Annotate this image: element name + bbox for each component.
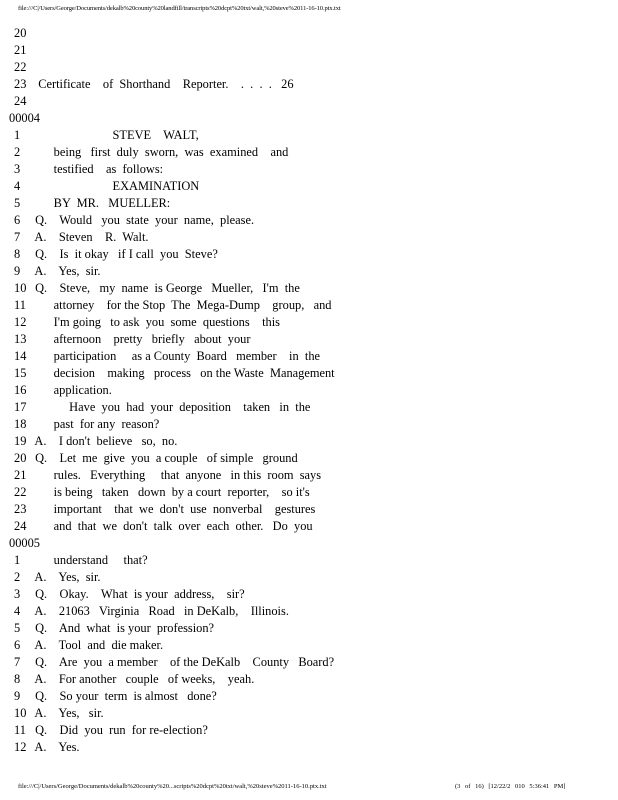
transcript-line: [0, 314, 618, 331]
line-number: 22: [14, 60, 27, 74]
transcript-line: [0, 246, 618, 263]
line-number: 14: [14, 349, 27, 363]
line-number: 4: [14, 179, 21, 193]
line-text: participation as a County Board member in the: [32, 349, 321, 363]
transcript-line: [0, 42, 618, 59]
line-number: 10: [14, 281, 27, 295]
file-path-footer: file:///C|/Users/George/Documents/dekalb%20county%20...scripts%20dcpt%20txt/walt,%20steve%2011-16-10.ptx.txt: [18, 783, 327, 790]
line-text: Q. Did you run for re-election?: [32, 723, 208, 737]
file-path-header: file:///C|/Users/George/Documents/dekalb%20county%20landfill/transcripts%20dcpt%20txt/walt,%20steve%2011-16-10.ptx.txt: [18, 5, 341, 12]
line-number: 24: [14, 519, 27, 533]
line-number: 2: [14, 570, 21, 584]
transcript-line: [0, 212, 618, 229]
line-text: Q. So your term is almost done?: [32, 689, 217, 703]
line-text: attorney for the Stop The Mega-Dump group, and: [32, 298, 332, 312]
line-number: 16: [14, 383, 27, 397]
line-number: 22: [14, 485, 27, 499]
transcript-line: [0, 127, 618, 144]
line-text: decision making process on the Waste Management: [32, 366, 335, 380]
line-text: Q. Are you a member of the DeKalb County Board?: [32, 655, 335, 669]
line-number: 13: [14, 332, 27, 346]
transcript-line: [0, 178, 618, 195]
line-number: 2: [14, 145, 21, 159]
transcript-line: [0, 144, 618, 161]
line-text: A. Tool and die maker.: [32, 638, 164, 652]
transcript-line: [0, 161, 618, 178]
line-text: and that we don't talk over each other. Do you: [32, 519, 313, 533]
page-info-footer: (3 of 16) [12/22/2 010 5:36:41 PM]: [455, 783, 566, 790]
transcript-line: [0, 382, 618, 399]
line-text: STEVE WALT,: [32, 128, 199, 142]
line-number: 12: [14, 315, 27, 329]
transcript-line: [0, 637, 618, 654]
line-number: 9: [14, 689, 21, 703]
line-number: 20: [14, 26, 27, 40]
transcript-line: [0, 433, 618, 450]
line-text: EXAMINATION: [32, 179, 200, 193]
line-number: 1: [14, 553, 21, 567]
line-number: 3: [14, 162, 21, 176]
line-text: past for any reason?: [32, 417, 160, 431]
line-number: 3: [14, 587, 21, 601]
line-text: afternoon pretty briefly about your: [32, 332, 251, 346]
line-text: Certificate of Shorthand Reporter. . . . . 26: [32, 77, 294, 91]
line-number: 7: [14, 230, 21, 244]
line-text: A. Yes.: [32, 740, 80, 754]
transcript-line: [0, 501, 618, 518]
line-text: A. Steven R. Walt.: [32, 230, 149, 244]
line-number: 1: [14, 128, 21, 142]
line-text: I'm going to ask you some questions this: [32, 315, 280, 329]
page-marker-text: 00005: [9, 536, 40, 550]
transcript-line: [0, 450, 618, 467]
transcript-line: [0, 25, 618, 42]
transcript-page: [0, 25, 618, 756]
transcript-line: [0, 399, 618, 416]
transcript-line: [0, 331, 618, 348]
line-number: 5: [14, 196, 21, 210]
line-text: A. 21063 Virginia Road in DeKalb, Illinois.: [32, 604, 289, 618]
line-number: 5: [14, 621, 21, 635]
line-number: 21: [14, 43, 27, 57]
transcript-line: [0, 365, 618, 382]
line-text: A. Yes, sir.: [32, 706, 104, 720]
line-text: Q. Okay. What is your address, sir?: [32, 587, 245, 601]
transcript-line: [0, 59, 618, 76]
transcript-line: [0, 620, 618, 637]
transcript-line: [0, 195, 618, 212]
line-text: rules. Everything that anyone in this room says: [32, 468, 322, 482]
line-text: Have you had your deposition taken in the: [32, 400, 311, 414]
transcript-line: [0, 705, 618, 722]
line-number: 10: [14, 706, 27, 720]
transcript-line: [0, 297, 618, 314]
transcript-line: [0, 739, 618, 756]
transcript-line: [0, 552, 618, 569]
line-text: Q. Is it okay if I call you Steve?: [32, 247, 218, 261]
line-number: 6: [14, 638, 21, 652]
line-number: 7: [14, 655, 21, 669]
line-text: is being taken down by a court reporter, so it's: [32, 485, 310, 499]
page-marker: [0, 535, 618, 552]
line-text: A. Yes, sir.: [32, 570, 101, 584]
line-number: 15: [14, 366, 27, 380]
line-text: Q. Steve, my name is George Mueller, I'm the: [32, 281, 300, 295]
transcript-line: [0, 93, 618, 110]
line-text: being first duly sworn, was examined and: [32, 145, 289, 159]
line-text: A. I don't believe so, no.: [32, 434, 178, 448]
transcript-line: [0, 348, 618, 365]
line-number: 17: [14, 400, 27, 414]
transcript-line: [0, 416, 618, 433]
line-text: testified as follows:: [32, 162, 164, 176]
line-number: 8: [14, 672, 21, 686]
line-number: 6: [14, 213, 21, 227]
line-text: important that we don't use nonverbal gestures: [32, 502, 316, 516]
transcript-line: [0, 263, 618, 280]
line-text: Q. Would you state your name, please.: [32, 213, 255, 227]
transcript-line: [0, 654, 618, 671]
line-text: A. For another couple of weeks, yeah.: [32, 672, 255, 686]
line-text: application.: [32, 383, 112, 397]
line-number: 8: [14, 247, 21, 261]
transcript-line: [0, 280, 618, 297]
line-text: Q. Let me give you a couple of simple ground: [32, 451, 298, 465]
page-marker-text: 00004: [9, 111, 40, 125]
transcript-line: [0, 518, 618, 535]
transcript-line: [0, 722, 618, 739]
transcript-line: [0, 76, 618, 93]
line-number: 19: [14, 434, 27, 448]
line-text: understand that?: [32, 553, 148, 567]
line-number: 18: [14, 417, 27, 431]
transcript-line: [0, 688, 618, 705]
transcript-line: [0, 229, 618, 246]
transcript-line: [0, 569, 618, 586]
line-number: 23: [14, 502, 27, 516]
transcript-line: [0, 671, 618, 688]
line-number: 9: [14, 264, 21, 278]
line-number: 11: [14, 298, 26, 312]
line-number: 20: [14, 451, 27, 465]
line-number: 11: [14, 723, 26, 737]
line-number: 4: [14, 604, 21, 618]
transcript-line: [0, 484, 618, 501]
transcript-line: [0, 467, 618, 484]
line-number: 21: [14, 468, 27, 482]
line-text: A. Yes, sir.: [32, 264, 101, 278]
transcript-line: [0, 586, 618, 603]
transcript-line: [0, 603, 618, 620]
line-number: 24: [14, 94, 27, 108]
line-number: 23: [14, 77, 27, 91]
line-text: Q. And what is your profession?: [32, 621, 215, 635]
line-number: 12: [14, 740, 27, 754]
page-marker: [0, 110, 618, 127]
line-text: BY MR. MUELLER:: [32, 196, 171, 210]
